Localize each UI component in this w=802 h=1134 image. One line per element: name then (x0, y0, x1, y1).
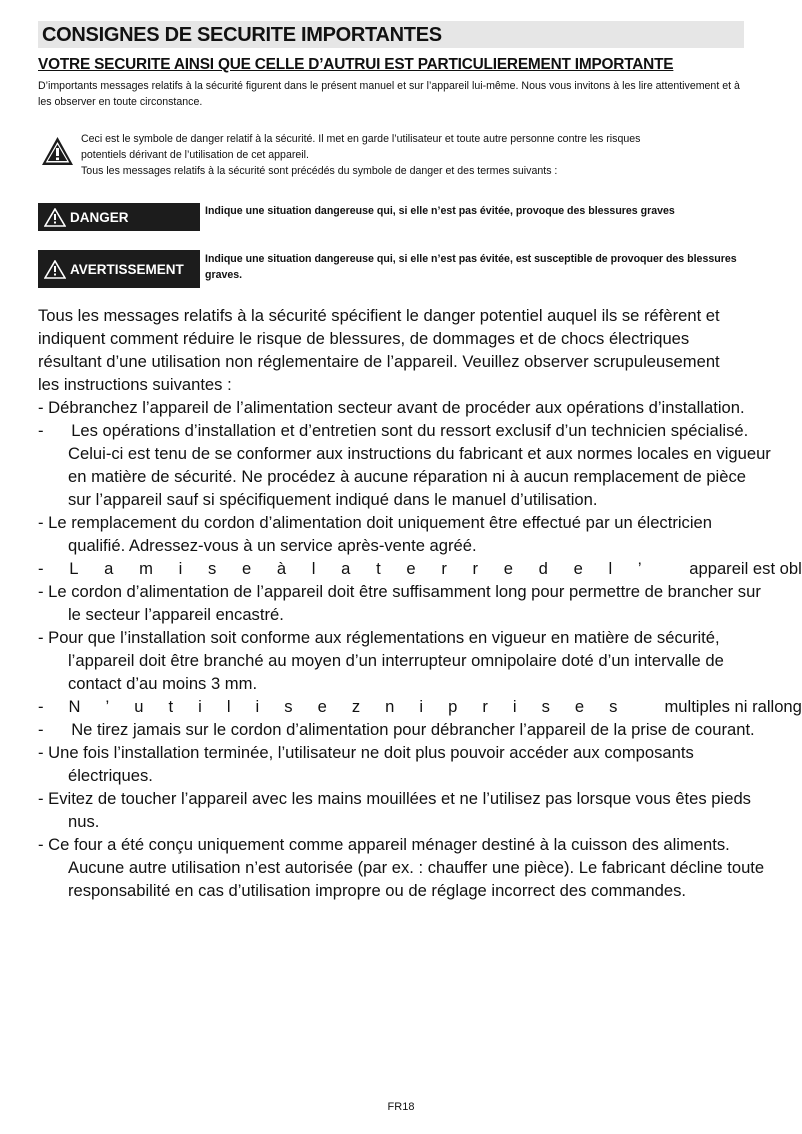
spaced-char: u (134, 697, 144, 716)
spaced-char: e (574, 697, 585, 716)
spaced-char: i (198, 697, 202, 716)
instruction-item: - Le remplacement du cordon d’alimentation doit uniquement être effectué par un électricien qualifié. Adressez-vous à un service après-vente agréé. (38, 513, 712, 555)
spaced-char: i (512, 697, 517, 716)
spaced-char: e (317, 697, 327, 716)
body-intro: Tous les messages relatifs à la sécurité spécifient le danger potentiel auquel ils se réfèrent et indiquent comment réduire le risque de blessures, de dommages et de chocs électriques résultant d’une utilisation non réglementaire de l’appareil. Veuillez observer scrupuleusement les instructions suivantes : (38, 306, 720, 394)
spaced-char: l (226, 697, 231, 716)
page-title: CONSIGNES DE SECURITE IMPORTANTES (42, 24, 442, 46)
spaced-char: i (419, 697, 424, 716)
spaced-char: - (38, 697, 44, 716)
symbol-line: Ceci est le symbole de danger relatif à la sécurité. Il met en garde l’utilisateur et toute autre personne contre les risques (81, 133, 641, 145)
spaced-char: e (573, 559, 583, 578)
spaced-char: r (441, 559, 447, 578)
spaced-char: t (376, 559, 381, 578)
instruction-item: - Ce four a été conçu uniquement comme appareil ménager destiné à la cuisson des aliments. Aucune autre utilisation n’est autorisée (par ex. : chauffer une pièce). Le fabricant décline toute responsabilité en cas d’utilisation impropre ou de réglage incorrect des commandes. (38, 835, 765, 900)
danger-label (38, 203, 200, 231)
warning-triangle-icon (44, 208, 66, 227)
instruction-item-spaced (38, 695, 802, 718)
spaced-char: z (351, 697, 361, 716)
instruction-item: - Les opérations d’installation et d’entretien sont du ressort exclusif d’un technicien spécialisé. Celui-ci est tenu de se conformer aux instructions du fabricant et aux normes locales en vigueur en matière de sécurité. Ne procédez à aucune réparation ni à aucun remplacement de pièce sur l’appareil sauf si spécifiquement indiqué dans le manuel d’utilisation. (38, 421, 771, 509)
spaced-char: ’ (637, 559, 642, 578)
spaced-char: i (255, 697, 260, 716)
spaced-char: l (608, 559, 613, 578)
spaced-char: ’ (105, 697, 110, 716)
symbol-explanation (81, 131, 761, 179)
spaced-char: e (503, 559, 513, 578)
spaced-char: a (341, 559, 351, 578)
warning-triangle-icon (44, 260, 66, 279)
danger-label-text: DANGER (70, 209, 129, 225)
spaced-char: a (104, 559, 114, 578)
spaced-char: m (139, 559, 153, 578)
spaced-char: r (482, 697, 488, 716)
spaced-char: s (207, 559, 217, 578)
spaced-char: n (385, 697, 395, 716)
spaced-char: r (472, 559, 479, 578)
instruction-item: - Une fois l’installation terminée, l’utilisateur ne doit plus pouvoir accéder aux composants électriques. (38, 743, 694, 785)
spaced-char: i (178, 559, 183, 578)
warning-label-text: AVERTISSEMENT (70, 261, 184, 277)
spaced-char: l (311, 559, 316, 578)
instruction-item: - Pour que l’installation soit conforme aux réglementations en vigueur en matière de sécurité, l’appareil doit être branché au moyen d’un interrupteur omnipolaire doté d’un intervalle de contact d’au moins 3 mm. (38, 628, 724, 693)
spaced-tail: appareil est obl (689, 559, 802, 578)
instruction-item-spaced (38, 557, 802, 580)
symbol-line: potentiels dérivant de l’utilisation de cet appareil. (81, 149, 309, 161)
danger-description: Indique une situation dangereuse qui, si elle n’est pas évitée, provoque des blessures graves (205, 205, 675, 217)
spaced-char: à (276, 559, 287, 578)
spaced-char: s (541, 697, 550, 716)
spaced-tail: multiples ni rallong (664, 697, 802, 716)
warning-label (38, 250, 200, 288)
instruction-item: - Débranchez l’appareil de l’alimentation secteur avant de procéder aux opérations d’installation. (38, 398, 745, 417)
warning-triangle-icon (41, 136, 74, 166)
symbol-line: Tous les messages relatifs à la sécurité sont précédés du symbole de danger et des termes suivants : (81, 165, 558, 177)
page-number: FR18 (387, 1101, 415, 1113)
spaced-char: - (38, 559, 44, 578)
intro-paragraph: D’importants messages relatifs à la sécurité figurent dans le présent manuel et sur l’appareil lui-même. Nous vous invitons à les lire attentivement et à les observer en toute circonstance. (38, 80, 740, 108)
spaced-char: s (284, 697, 293, 716)
spaced-char: t (168, 697, 174, 716)
instruction-item: - Ne tirez jamais sur le cordon d’alimentation pour débrancher l’appareil de la prise de courant. (38, 720, 755, 739)
page-subtitle: VOTRE SECURITE AINSI QUE CELLE D’AUTRUI EST PARTICULIEREMENT IMPORTANTE (38, 56, 674, 73)
spaced-char: N (68, 697, 81, 716)
instruction-item: - Le cordon d’alimentation de l’appareil doit être suffisamment long pour permettre de brancher sur le secteur l’appareil encastré. (38, 582, 761, 624)
spaced-char: p (448, 697, 458, 716)
instruction-item: - Evitez de toucher l’appareil avec les mains mouillées et ne l’utilisez pas lorsque vous êtes pieds nus. (38, 789, 751, 831)
spaced-char: s (609, 697, 618, 716)
safety-instructions (38, 304, 802, 902)
spaced-char: L (69, 559, 79, 578)
warning-description: Indique une situation dangereuse qui, si elle n’est pas évitée, est susceptible de provoquer des blessures graves. (205, 253, 737, 281)
spaced-char: e (406, 559, 416, 578)
spaced-char: d (538, 559, 548, 578)
spaced-char: e (241, 559, 252, 578)
